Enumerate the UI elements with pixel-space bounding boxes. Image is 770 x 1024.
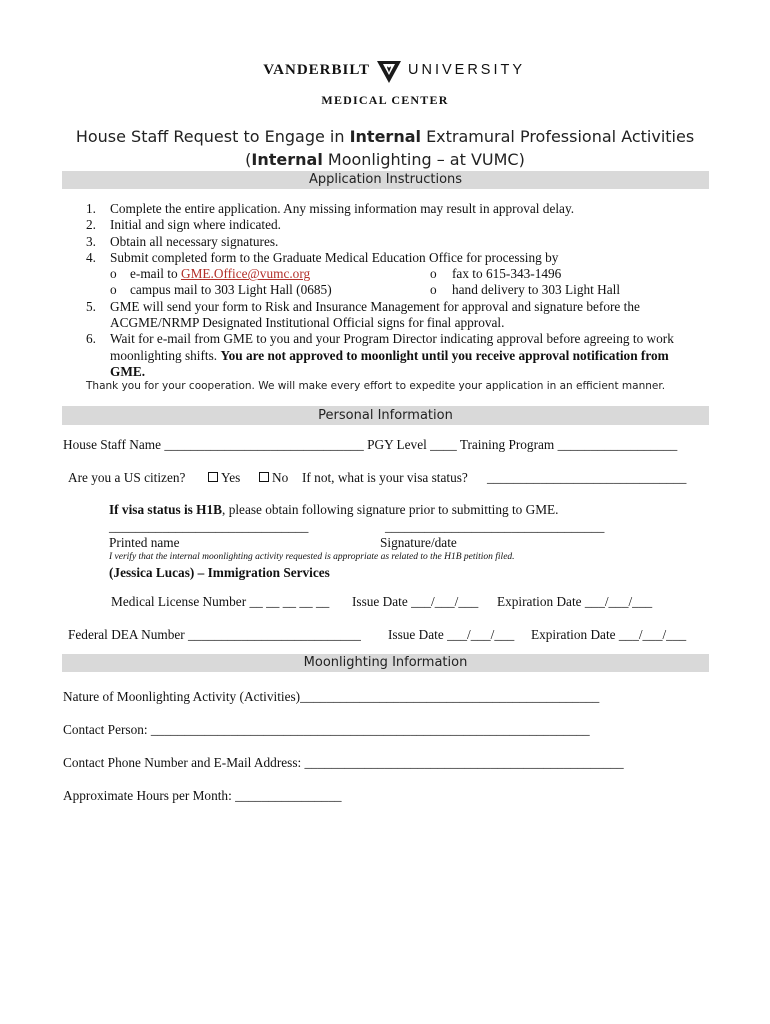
list-item-continued: ACGME/NRMP Designated Institutional Official signs for final approval. (110, 315, 505, 331)
contact-phone-row: Contact Phone Number and E-Mail Address: ________________________________________________ (63, 755, 624, 770)
pgy-level-field[interactable]: ____ (430, 437, 457, 452)
campus-mail-option: campus mail to 303 Light Hall (0685) (130, 282, 332, 298)
instructions-list (80, 201, 674, 380)
yes-checkbox[interactable]: Yes (208, 470, 240, 486)
email-option: e-mail to GME.Office@vumc.org (130, 266, 311, 282)
section-header-moonlighting: Moonlighting Information (62, 654, 709, 672)
email-link[interactable]: GME.Office@vumc.org (180, 266, 311, 282)
logo-text-university: UNIVERSITY (408, 62, 526, 78)
signature-date-label: Signature/date (380, 535, 457, 550)
list-item: 6. Wait for e-mail from GME to you and your Program Director indicating approval before agreeing to work (86, 331, 674, 347)
list-item: 4. Submit completed form to the Graduate Medical Education Office for processing by (86, 249, 559, 265)
license-expiration-date-field[interactable]: ___/___/___ (584, 594, 653, 609)
logo-subtitle: MEDICAL CENTER (321, 93, 449, 107)
page-title-line1: House Staff Request to Engage in Internal Extramural Professional Activities (75, 127, 695, 146)
training-program-field[interactable]: __________________ (557, 437, 678, 452)
list-item-continued: moonlighting shifts. You are not approved to moonlight until you receive approval notification from (110, 347, 669, 363)
list-item-continued: GME. (110, 363, 146, 379)
hours-row: Approximate Hours per Month: ________________ (63, 788, 342, 803)
dea-number-field[interactable]: __________________________ (188, 627, 361, 642)
nature-row: Nature of Moonlighting Activity (Activities)_____________________________________________ (63, 689, 600, 704)
list-item: 5. GME will send your form to Risk and Insurance Management for approval and signature before the (86, 298, 640, 314)
medical-license-field[interactable]: __ __ __ __ __ (249, 594, 330, 609)
citizen-label: Are you a US citizen? (68, 470, 186, 485)
no-checkbox[interactable]: No (259, 470, 288, 486)
sub-list-row: o campus mail to 303 Light Hall (0685) o hand delivery to 303 Light Hall (110, 282, 621, 298)
logo-text-vanderbilt: VANDERBILT (263, 62, 370, 78)
thank-you-note: Thank you for your cooperation. We will make every effort to expedite your application in an efficient manner. (86, 380, 666, 392)
list-item: 1. Complete the entire application. Any missing information may result in approval delay. (86, 201, 575, 216)
vanderbilt-v-oak-leaf-icon (376, 60, 402, 84)
signature-date-field[interactable]: _________________________________ (385, 519, 605, 534)
contact-phone-email-field[interactable]: ________________________________________________ (304, 755, 624, 770)
dea-expiration-date: Expiration Date ___/___/___ (531, 627, 687, 642)
printed-name-label: Printed name (109, 535, 180, 550)
h1b-instruction: If visa status is H1B, please obtain following signature prior to submitting to GME. (109, 502, 559, 517)
checkbox-icon (259, 472, 269, 482)
hours-per-month-field[interactable]: ________________ (235, 788, 342, 803)
contact-person-field[interactable]: __________________________________________________________________ (150, 722, 590, 737)
dea-expiration-date-field[interactable]: ___/___/___ (618, 627, 687, 642)
license-issue-date: Issue Date ___/___/___ (352, 594, 479, 609)
house-staff-name-field[interactable]: ______________________________ (164, 437, 364, 452)
list-item: 2. Initial and sign where indicated. (86, 217, 281, 233)
dea-issue-date-field[interactable]: ___/___/___ (447, 627, 515, 642)
contact-person-row: Contact Person: __________________________________________________________________ (63, 722, 590, 737)
house-staff-row: House Staff Name ______________________________ PGY Level ____ Training Program __________________ (63, 437, 678, 452)
verify-note: I verify that the internal moonlighting activity requested is appropriate as related to the H1B petition filed. (109, 552, 515, 562)
list-item: 3. Obtain all necessary signatures. (86, 233, 279, 249)
page-title-line2: (Internal Moonlighting – at VUMC) (245, 150, 525, 169)
sub-list-row: o e-mail to GME.Office@vumc.org o fax to 615-343-1496 (110, 266, 562, 282)
license-expiration-date: Expiration Date ___/___/___ (497, 594, 653, 609)
visa-status-label: If not, what is your visa status? (302, 470, 468, 485)
checkbox-icon (208, 472, 218, 482)
dea-issue-date: Issue Date ___/___/___ (388, 627, 515, 642)
fax-option: fax to 615-343-1496 (452, 266, 562, 282)
dea-row: Federal DEA Number __________________________ (68, 627, 361, 642)
logo (0, 60, 770, 86)
printed-name-field[interactable]: ______________________________ (109, 519, 309, 534)
section-header-personal: Personal Information (62, 406, 709, 425)
medical-license-row: Medical License Number __ __ __ __ __ (111, 594, 330, 609)
hand-delivery-option: hand delivery to 303 Light Hall (452, 282, 621, 298)
nature-activity-field[interactable]: _____________________________________________ (300, 689, 600, 704)
section-header-instructions: Application Instructions (62, 171, 709, 189)
visa-status-field[interactable]: ______________________________ (487, 470, 687, 485)
license-issue-date-field[interactable]: ___/___/___ (411, 594, 479, 609)
immigration-services: (Jessica Lucas) – Immigration Services (109, 565, 330, 580)
